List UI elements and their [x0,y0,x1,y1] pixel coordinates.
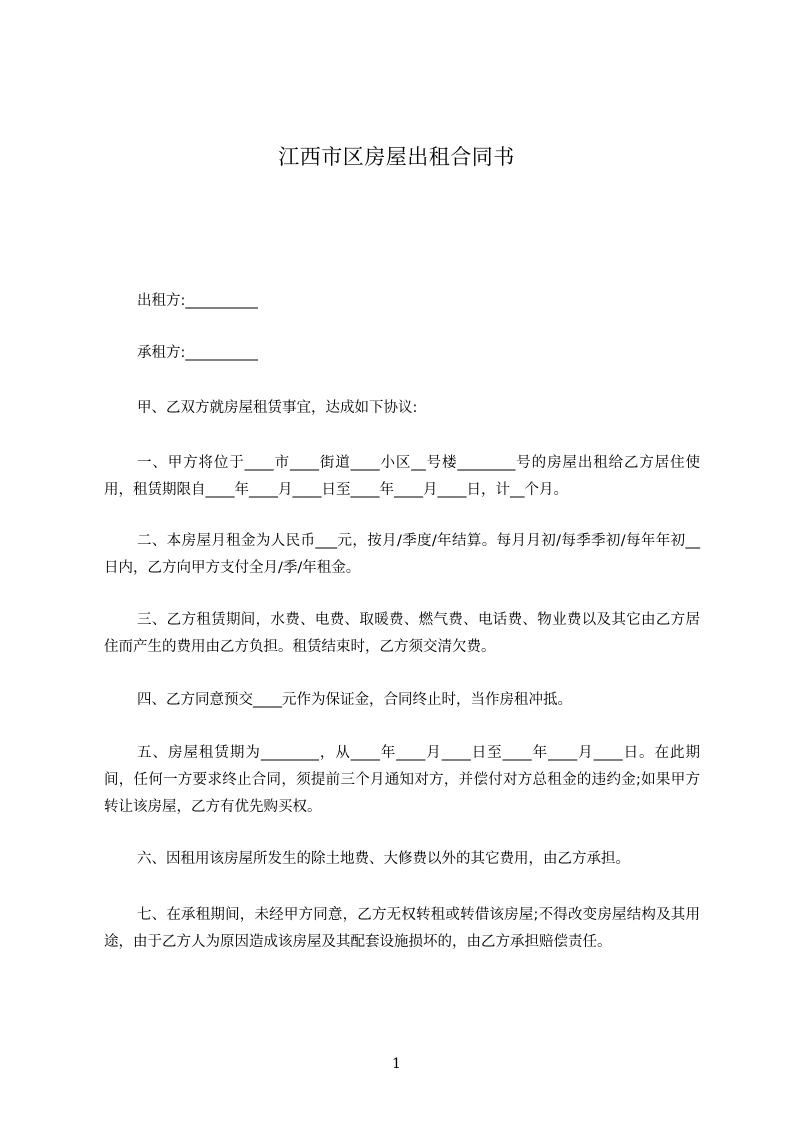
lessee-line: 承租方:__________ [137,345,258,361]
clause-7: 七、在承租期间，未经甲方同意，乙方无权转租或转借该房屋;不得改变房屋结构及其用途，由于乙方人为原因造成该房屋及其配套设施损坏的，由乙方承担赔偿责任。 [104,907,700,950]
clause-2: 二、本房屋月租金为人民币___元，按月/季度/年结算。每月月初/每季季初/每年年初__日内，乙方向甲方支付全月/季/年租金。 [104,533,700,576]
intro-paragraph: 甲、乙双方就房屋租赁事宜，达成如下协议: [137,400,418,416]
document-title: 江西市区房屋出租合同书 [278,145,515,169]
page-number: 1 [392,1056,401,1072]
clause-4: 四、乙方同意预交____元作为保证金，合同终止时，当作房租冲抵。 [137,692,572,708]
clause-5: 五、房屋租赁期为________，从____年____月____日至____年____月____日。在此期间，任何一方要求终止合同，须提前三个月通知对方，并偿付对方总租金的违约金;如果甲方转让该房屋，乙方有优先购买权。 [104,745,700,815]
lessor-line: 出租方:__________ [137,293,258,309]
clause-3: 三、乙方租赁期间，水费、电费、取暖费、燃气费、电话费、物业费以及其它由乙方居住而产生的费用由乙方负担。租赁结束时，乙方须交清欠费。 [104,612,700,655]
clause-1: 一、甲方将位于____市____街道____小区__号楼________号的房屋出租给乙方居住使用，租赁期限自____年____月____日至____年____月____日，计__个月。 [104,455,700,498]
clause-6: 六、因租用该房屋所发生的除土地费、大修费以外的其它费用，由乙方承担。 [137,851,630,867]
